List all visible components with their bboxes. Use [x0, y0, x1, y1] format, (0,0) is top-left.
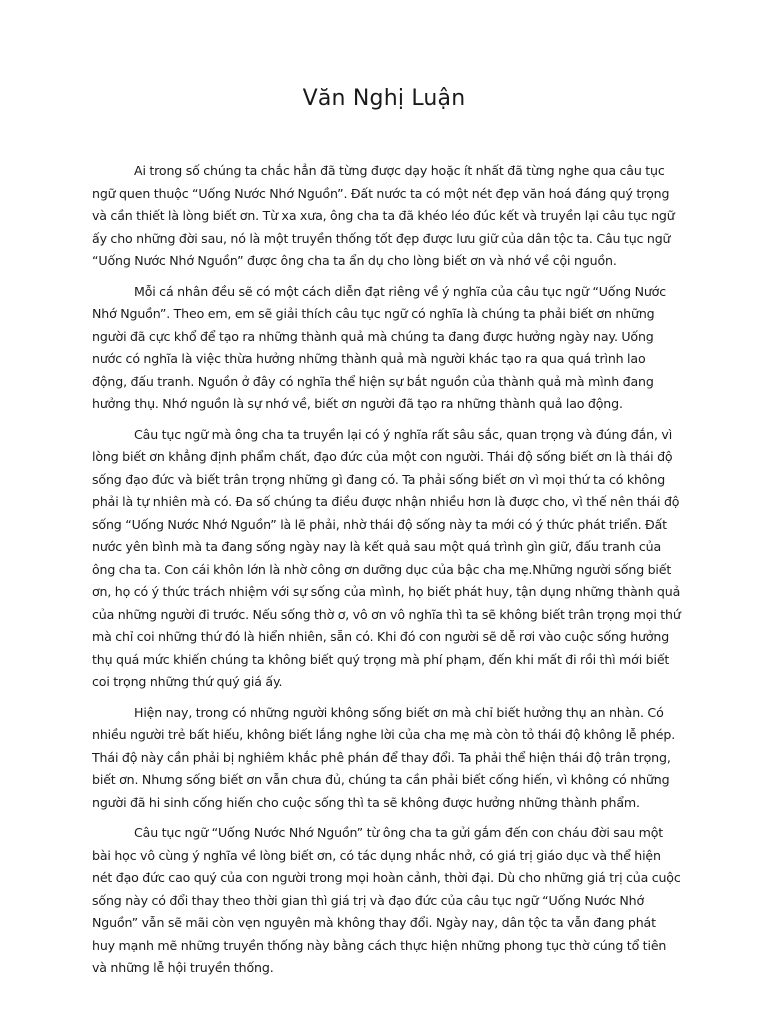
paragraph-argument: Câu tục ngữ mà ông cha ta truyền lại có ý nghĩa rất sâu sắc, quan trọng và đúng đắn, vì lòng biết ơn khẳng định phẩm chất, đạo đức của một con người. Thái độ sống biết ơn là thái độ sống đạo đức và biết trân trọng những gì đang có. Ta phải sống biết ơn vì mọi thứ ta có không phải là tự nhiên mà có. Đa số chúng ta điều được nhận nhiều hơn là được cho, vì thế nên thái độ sống “Uống Nước Nhớ Nguồn” là lẽ phải, nhờ thái độ sống này ta mới có ý thức phát triển. Đất nước yên bình mà ta đang sống ngày nay là kết quả sau một quá trình gìn giữ, đấu tranh của ông cha ta. Con cái khôn lớn là nhờ công ơn dưỡng dục của bậc cha mẹ.Những người sống biết ơn, họ có ý thức trách nhiệm với sự sống của mình, họ biết phát huy, tận dụng những thành quả của những người đi trước. Nếu sống thờ ơ, vô ơn vô nghĩa thì ta sẽ không biết trân trọng mọi thứ mà chỉ coi những thứ đó là hiển nhiên, sẵn có. Khi đó con người sẽ dễ rơi vào cuộc sống hưởng thụ quá mức khiến chúng ta không biết quý trọng mà phí phạm, đến khi mất đi rồi thì mới biết coi trọng những thứ quý giá ấy. — [92, 426, 681, 689]
paragraph-criticism: Hiện nay, trong có những người không sống biết ơn mà chỉ biết hưởng thụ an nhàn. Có nhiều người trẻ bất hiếu, không biết lắng nghe lời của cha mẹ mà còn tỏ thái độ không lễ phép. Thái độ này cần phải bị nghiêm khắc phê phán để thay đổi. Ta phải thể hiện thái độ trân trọng, biết ơn. Nhưng sống biết ơn vẫn chưa đủ, chúng ta cần phải biết cống hiến, vì không có những người đã hi sinh cống hiến cho cuộc sống thì ta sẽ không được hưởng những thành phẩm. — [92, 704, 676, 810]
document-body — [92, 160, 682, 988]
document-title: Văn Nghị Luận — [302, 86, 466, 111]
paragraph-introduction: Ai trong số chúng ta chắc hẳn đã từng được dạy hoặc ít nhất đã từng nghe qua câu tục ngữ quen thuộc “Uống Nước Nhớ Nguồn”. Đất nước ta có một nét đẹp văn hoá đáng quý trọng và cần thiết là lòng biết ơn. Từ xa xưa, ông cha ta đã khéo léo đúc kết và truyền lại câu tục ngữ ấy cho những đời sau, nó là một truyền thống tốt đẹp được lưu giữ của dân tộc ta. Câu tục ngữ “Uống Nước Nhớ Nguồn” được ông cha ta ẩn dụ cho lòng biết ơn và nhớ về cội nguồn. — [92, 163, 675, 268]
paragraph-explanation: Mỗi cá nhân đều sẽ có một cách diễn đạt riêng về ý nghĩa của câu tục ngữ “Uống Nước Nhớ Nguồn”. Theo em, em sẽ giải thích câu tục ngữ có nghĩa là chúng ta phải biết ơn những người đã cực khổ để tạo ra những thành quả mà chúng ta đang được hưởng ngày nay. Uống nước có nghĩa là việc thừa hưởng những thành quả mà người khác tạo ra qua quá trình lao động, đấu tranh. Nguồn ở đây có nghĩa thể hiện sự bắt nguồn của thành quả mà mình đang hưởng thụ. Nhớ nguồn là sự nhớ về, biết ơn người đã tạo ra những thành quả lao động. — [92, 283, 667, 411]
paragraph-conclusion: Câu tục ngữ “Uống Nước Nhớ Nguồn” từ ông cha ta gửi gắm đến con cháu đời sau một bài học vô cùng ý nghĩa về lòng biết ơn, có tác dụng nhắc nhở, có giá trị giáo dục và thể hiện nét đạo đức cao quý của con người trong mọi hoàn cảnh, thời đại. Dù cho những giá trị của cuộc sống này có đổi thay theo thời gian thì giá trị và đạo đức của câu tục ngữ “Uống Nước Nhớ Nguồn” vẫn sẽ mãi còn vẹn nguyên mà không thay đổi. Ngày nay, dân tộc ta vẫn đang phát huy mạnh mẽ những truyền thống này bằng cách thực hiện những phong tục thờ cúng tổ tiên và những lễ hội truyền thống. — [92, 825, 681, 975]
